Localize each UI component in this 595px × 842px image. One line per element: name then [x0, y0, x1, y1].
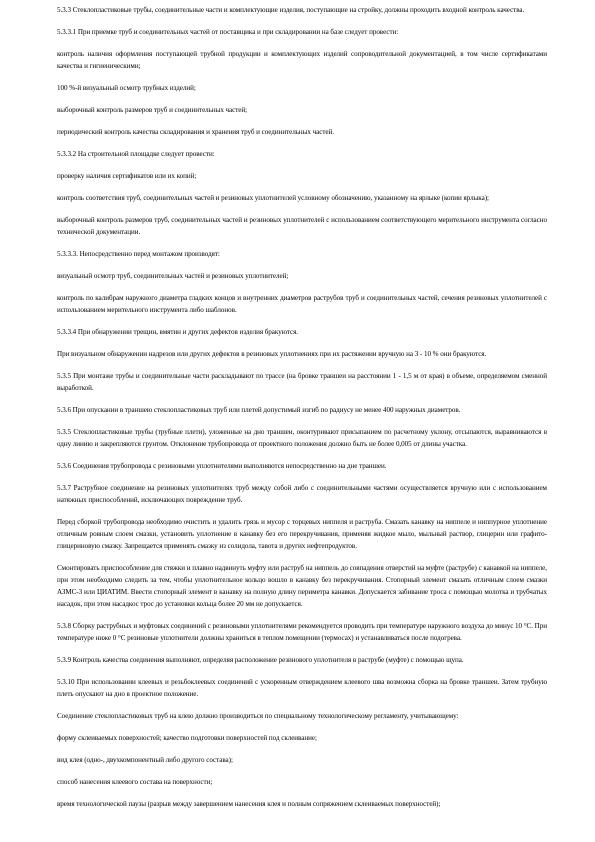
paragraph-seal-defects: При визуальном обнаружении надрезов или других дефектов в резиновых уплотнениях при их растяжении вручную на 3 - 10 % они бракуются.	[57, 350, 487, 358]
paragraph-measurement-check: выборочный контроль размеров труб, соединительных частей и резиновых уплотнителей с использованием соответствующего мерительного инструмента согласно технической документации.	[57, 216, 547, 236]
paragraph-tightening: Смонтировать приспособление для стяжки и плавно надвинуть муфту или раструб на ниппель до совпадения отверстий на муфте (раструбе) с канавкой на ниппеле, при этом необходимо следить за тем, чтобы уплотнительное кольцо вошло в канавку без перекручивания. Стопорный элемент смазать отличным слоем смазки АЗМС-3 или ЦИАТИМ. Ввести стопорный элемент в канавку на полную длину периметра канавки. Допускается забивание троса с помощью молотка и трубчатых насадок, при этом насадкос трос до установки кольца более 20 мм не допускается.	[57, 564, 547, 608]
paragraph-visual-check: визуальный осмотр труб, соединительных частей и резиновых уплотнителей;	[57, 272, 289, 280]
paragraph-glue-method: способ нанесения клеевого состава на поверхности;	[57, 778, 213, 786]
paragraph-5-3-3-4: 5.3.3.4 При обнаружении трещин, вмятин и других дефектов изделия бракуются.	[57, 328, 299, 336]
paragraph-size-check: выборочный контроль размеров труб и соединительных частей;	[57, 106, 248, 114]
paragraph-gauge-check: контроль по калибрам наружного диаметра гладких концов и внутренних диаметров раструбов труб и соединительных частей, сечения резиновых уплотнителей с использованием мерительного инструмента либо шаблонов.	[57, 294, 547, 314]
paragraph-pause-time: время технологической паузы (разрыв между завершением нанесения клея и полным сопряжением склеиваемых поверхностей);	[57, 800, 441, 808]
paragraph-certificates-check: проверку наличия сертификатов или их копий;	[57, 172, 197, 180]
paragraph-5-3-3-2: 5.3.3.2 На строительной площадке следует провести:	[57, 150, 215, 158]
paragraph-5-3-3-3: 5.3.3.3. Непосредственно перед монтажом производят:	[57, 250, 220, 258]
paragraph-label-check: контроль соответствия труб, соединительных частей и резиновых уплотнителей условному обозначению, указанному на ярлыке (копии ярлыка);	[57, 194, 489, 202]
paragraph-surface-form: форму склеиваемых поверхностей; качество подготовки поверхностей под склеивание;	[57, 734, 317, 742]
paragraph-5-3-3-1: 5.3.3.1 При приемке труб и соединительных частей от поставщика и при складировании на базе следует провести:	[57, 28, 399, 36]
paragraph-5-3-9: 5.3.9 Контроль качества соединения выполняют, определяя расположение резинового уплотнителя в раструбе (муфте) с помощью щупа.	[57, 656, 464, 664]
paragraph-5-3-6-bending: 5.3.6 При опускании в траншею стеклопластиковых труб или плетей допустимый изгиб по радиусу не менее 400 наружных диаметров.	[57, 406, 461, 414]
paragraph-5-3-5-trench: 5.3.5 Стеклопластиковые трубы (трубные плети), уложенные на дно траншеи, оконтуривают присыпанием по расчетному уклону, отсыпаются, выравниваются в одну линию и закрепляются грунтом. Отклонение трубопровода от проектного положения должно быть не более 0,005 от длины участка.	[57, 428, 547, 448]
paragraph-glue-type: вид клея (одно-, двухкомпонентный либо другого состава);	[57, 756, 233, 764]
paragraph-storage-check: периодический контроль качества складирования и хранения труб и соединительных частей.	[57, 128, 334, 136]
paragraph-5-3-6-joints: 5.3.6 Соединения трубопровода с резиновыми уплотнителями выполняются непосредственно на дне траншеи.	[57, 462, 387, 470]
paragraph-assembly-prep: Перед сборкой трубопровода необходимо очистить и удалить грязь и мусор с торцевых ниппеля и раструба. Смазать канавку на ниппеле и ниппурное уплотнение отличным ровным слоем смазки, установить уплотнение в канавку без его перекручивания, применяя жидкое мыло, мыльный раствор, глицерин или графито-глицериновую смазку. Запрещается применять смазку из солидола, тавота и других нефтепродуктов.	[57, 518, 547, 550]
paragraph-5-3-5-layout: 5.3.5 При монтаже трубы и соединительные части раскладывают по трассе (на бровке траншеи на расстоянии 1 - 1,5 м от края) в объеме, определяемом сменной выработкой.	[57, 372, 547, 392]
paragraph-5-3-8: 5.3.8 Сборку раструбных и муфтовых соединений с резиновыми уплотнителями рекомендуется проводить при температуре наружного воздуха до минус 10 °С. При температуре ниже 0 °С резиновые уплотнители должны храниться в теплом помещении (термосах) и устанавливаться после подогрева.	[57, 622, 547, 642]
document-page	[57, 4, 547, 820]
paragraph-visual-inspection: 100 %-й визуальный осмотр трубных изделий;	[57, 84, 196, 92]
paragraph-documentation-check: контроль наличия оформления поступающей трубной продукции и комплектующих изделий сопроводительной документацией, в том числе сертификатами качества и гигиеническими;	[57, 50, 547, 70]
paragraph-5-3-7: 5.3.7 Раструбное соединение на резиновых уплотнителях труб между собой либо с соединительными частями осуществляется вручную или с использованием натяжных приспособлений, исключающих повреждение труб.	[57, 484, 547, 504]
paragraph-5-3-3: 5.3.3 Стеклопластиковые трубы, соединительные части и комплектующие изделия, поступающие на стройку, должны проходить входной контроль качества.	[57, 6, 525, 14]
paragraph-glue-regulation: Соединение стеклопластиковых труб на клею должно производиться по специальному технологическому регламенту, учитывающему:	[57, 712, 459, 720]
paragraph-5-3-10: 5.3.10 При использовании клеевых и резьбоклеевых соединений с ускоренным отверждением клеевого шва возможна сборка на бровке траншеи. Затем трубную плеть опускают на дно в проектное положение.	[57, 678, 547, 698]
